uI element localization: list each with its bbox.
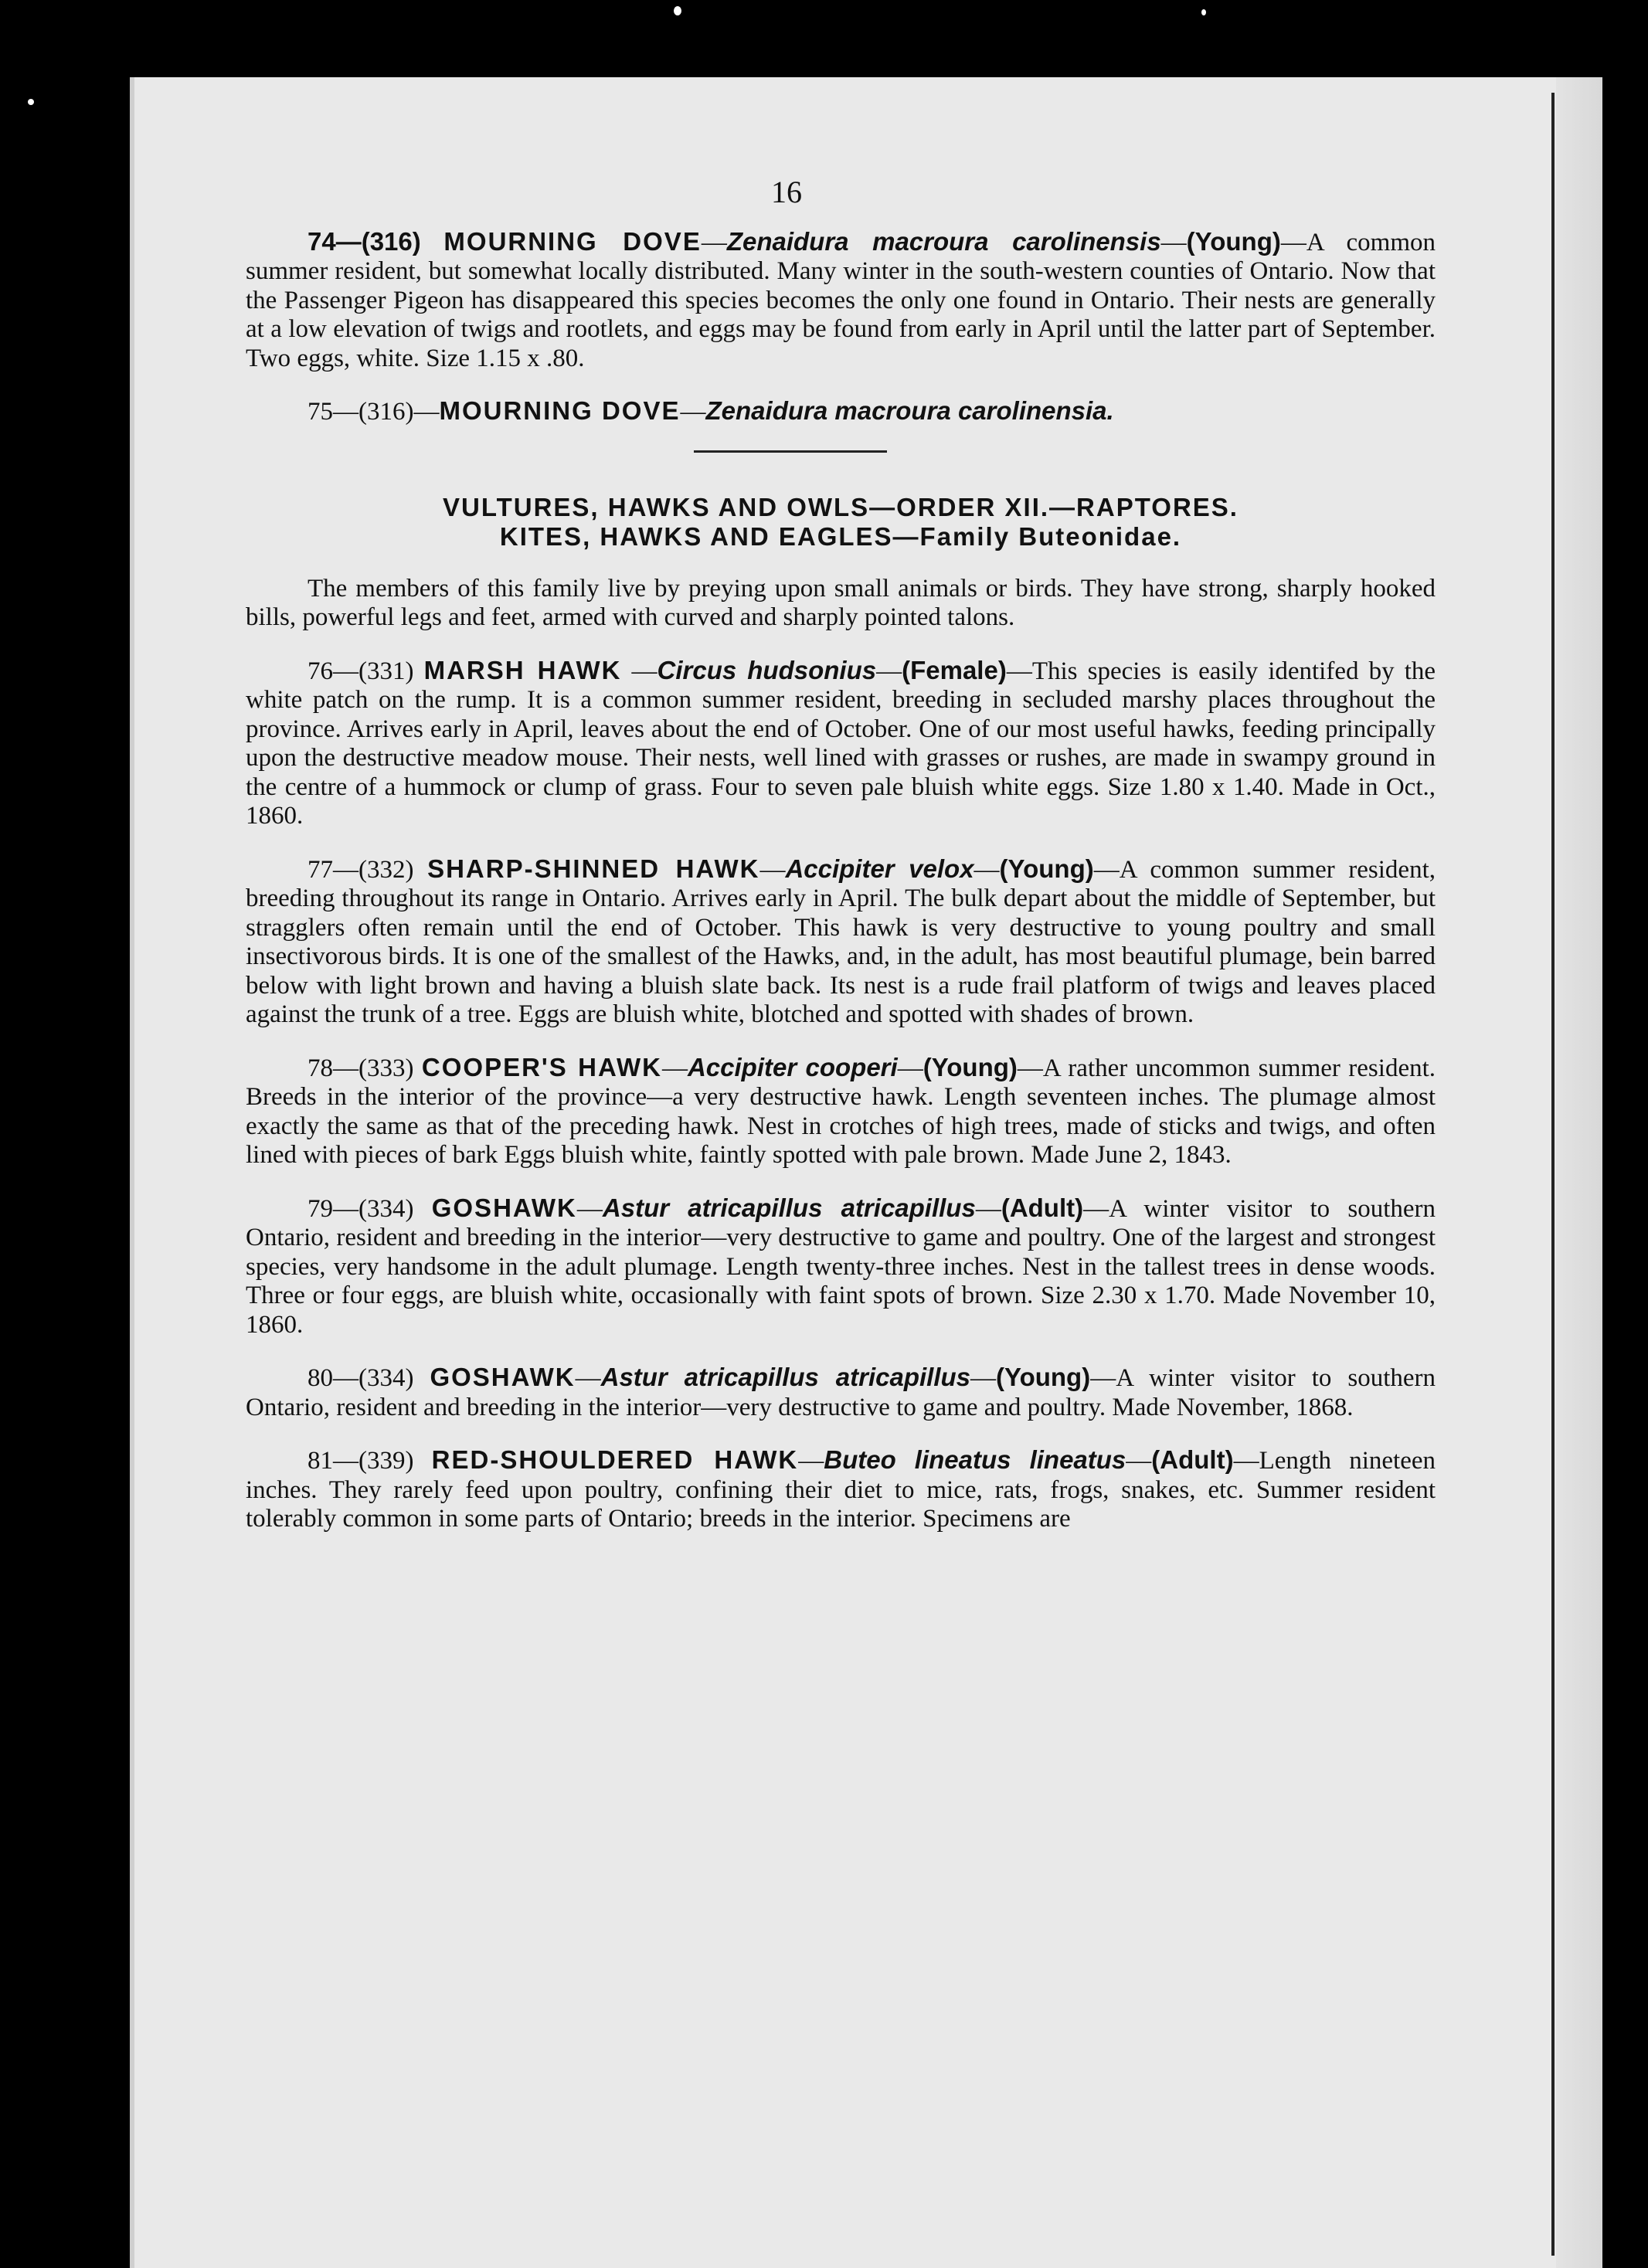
- scientific-name: Accipiter velox: [785, 854, 974, 883]
- section-heading: [246, 493, 1436, 552]
- page-number: 16: [771, 175, 802, 209]
- scientific-name: Astur atricapillus atricapillus: [602, 1193, 976, 1222]
- entry-text: —A rather uncommon summer resident. Breeds in the interior of the province—a very destructive hawk. Length seventeen inches. The plumage almost exactly the same as that of the preceding hawk. Nest in crotches of high trees, made of sticks and twigs, and often lined with pieces of bark Eggs bluish white, faintly spotted with pale brown. Made June 2, 1843.: [246, 1054, 1436, 1169]
- entry-77: 77—(332) SHARP-SHINNED HAWK—Accipiter velox—(Young)—A common summer resident, breeding throughout its range in Ontario. Arrives early in April. The bulk depart about the middle of September, but stragglers often remain until the end of October. This hawk is very destructive to young poultry and small insectivorous birds. It is one of the smallest of the Hawks, and, in the adult, has most beautiful plumage, bein barred below with light brown and having a bluish slate back. Its nest is a rude frail platform of twigs and leaves placed against the trunk of a tree. Eggs are bluish white, blotched and spotted with shades of brown.: [246, 854, 1436, 1028]
- entry-text: —A winter visitor to southern Ontario, resident and breeding in the interior—very destructive to game and poultry. One of the largest and strongest species, very handsome in the adult plumage. Length twenty-three inches. Nest in the tallest trees in dense woods. Three or four eggs, are bluish white, occasionally with faint spots of brown. Size 2.30 x 1.70. Made November 10, 1860.: [246, 1194, 1436, 1339]
- entry-74: 74—(316) MOURNING DOVE—Zenaidura macroura carolinensis—(Young)—A common summer resident, but somewhat locally distributed. Many winter in the south-western counties of Ontario. Now that the Passenger Pigeon has disappeared this species becomes the only one found in Ontario. Their nests are generally at a low elevation of twigs and rootlets, and eggs may be found from early in April until the latter part of September. Two eggs, white. Size 1.15 x .80.: [246, 226, 1436, 372]
- scientific-name: Zenaidura macroura carolinensia.: [705, 396, 1114, 425]
- species-name: MARSH HAWK: [423, 655, 622, 684]
- scientific-name: Accipiter cooperi: [687, 1052, 898, 1081]
- species-name: RED-SHOULDERED HAWK: [431, 1445, 799, 1474]
- scan-speck: [674, 6, 681, 15]
- scan-speck: [1201, 9, 1206, 15]
- family-intro: The members of this family live by preying upon small animals or birds. They have strong, sharply hooked bills, powerful legs and feet, armed with curved and sharply pointed talons.: [246, 574, 1436, 631]
- entry-number: 75—(316): [308, 398, 414, 426]
- scientific-name: Zenaidura macroura carolinensis: [726, 226, 1161, 256]
- entry-78: 78—(333) COOPER'S HAWK—Accipiter cooperi—(Young)—A rather uncommon summer resident. Breeds in the interior of the province—a very destructive hawk. Length seventeen inches. The plumage almost exactly the same as that of the preceding hawk. Nest in crotches of high trees, made of sticks and twigs, and often lined with pieces of bark Eggs bluish white, faintly spotted with pale brown. Made June 2, 1843.: [246, 1052, 1436, 1169]
- entry-81: 81—(339) RED-SHOULDERED HAWK—Buteo lineatus lineatus—(Adult)—Length nineteen inches. They rarely feed upon poultry, confining their diet to mice, rats, frogs, snakes, etc. Summer resident tolerably common in some parts of Ontario; breeds in the interior. Specimens are: [246, 1445, 1436, 1533]
- binding-shadow: [1551, 93, 1555, 2256]
- page-edge: [1556, 77, 1602, 2268]
- entry-79: 79—(334) GOSHAWK—Astur atricapillus atricapillus—(Adult)—A winter visitor to southern Ontario, resident and breeding in the interior—very destructive to game and poultry. One of the largest and strongest species, very handsome in the adult plumage. Length twenty-three inches. Nest in the tallest trees in dense woods. Three or four eggs, are bluish white, occasionally with faint spots of brown. Size 2.30 x 1.70. Made November 10, 1860.: [246, 1193, 1436, 1339]
- species-name: MOURNING DOVE: [443, 226, 702, 256]
- family-heading: KITES, HAWKS AND EAGLES—Family Buteonidae.: [499, 521, 1182, 551]
- age-sex: (Adult): [1151, 1445, 1234, 1474]
- species-name: SHARP-SHINNED HAWK: [427, 854, 760, 883]
- scan-speck: [28, 99, 34, 105]
- entry-number: 77—(332): [308, 855, 414, 884]
- section-divider: [694, 450, 887, 453]
- entry-number: 74—(316): [308, 226, 421, 256]
- entry-text: —Length nineteen inches. They rarely feed upon poultry, confining their diet to mice, rats, frogs, snakes, etc. Summer resident tolerably common in some parts of Ontario; breeds in the interior. Specimens are: [246, 1447, 1436, 1533]
- entry-number: 79—(334): [308, 1194, 414, 1223]
- age-sex: (Young): [999, 854, 1094, 883]
- age-sex: (Young): [1186, 226, 1281, 256]
- entry-text: —A winter visitor to southern Ontario, resident and breeding in the interior—very destructive to game and poultry. Made November, 1868.: [246, 1364, 1436, 1421]
- age-sex: (Adult): [1001, 1193, 1084, 1222]
- order-heading: VULTURES, HAWKS AND OWLS—ORDER XII.—RAPTORES.: [443, 492, 1239, 521]
- species-name: GOSHAWK: [430, 1363, 576, 1391]
- entry-number: 76—(331): [308, 657, 414, 685]
- age-sex: (Young): [923, 1052, 1018, 1081]
- entry-number: 78—(333): [308, 1054, 414, 1082]
- entry-76: 76—(331) MARSH HAWK —Circus hudsonius—(Female)—This species is easily identifed by the white patch on the rump. It is a common summer resident, breeding in secluded marshy places throughout the province. Arrives early in April, leaves about the end of October. One of our most useful hawks, feeding principally upon the destructive meadow mouse. Their nests, well lined with grasses or rushes, are made in swampy ground in the centre of a hummock or clump of grass. Four to seven pale bluish white eggs. Size 1.80 x 1.40. Made in Oct., 1860.: [246, 655, 1436, 830]
- age-sex: (Female): [902, 655, 1007, 684]
- age-sex: (Young): [996, 1363, 1091, 1391]
- species-name: MOURNING DOVE: [439, 396, 681, 425]
- scientific-name: Astur atricapillus atricapillus: [600, 1363, 971, 1391]
- scientific-name: Buteo lineatus lineatus: [824, 1445, 1126, 1474]
- entry-80: 80—(334) GOSHAWK—Astur atricapillus atricapillus—(Young)—A winter visitor to southern Ontario, resident and breeding in the interior—very destructive to game and poultry. Made November, 1868.: [246, 1363, 1436, 1421]
- entry-text: —A common summer resident, breeding throughout its range in Ontario. Arrives early in April. The bulk depart about the middle of September, but stragglers often remain until the end of October. This hawk is very destructive to young poultry and small insectivorous birds. It is one of the smallest of the Hawks, and, in the adult, has most beautiful plumage, bein barred below with light brown and having a bluish slate back. Its nest is a rude frail platform of twigs and leaves placed against the trunk of a tree. Eggs are bluish white, blotched and spotted with shades of brown.: [246, 855, 1436, 1028]
- page-content: [246, 175, 1436, 1557]
- entry-number: 81—(339): [308, 1447, 414, 1475]
- entry-number: 80—(334): [308, 1364, 414, 1392]
- entry-text: —A common summer resident, but somewhat locally distributed. Many winter in the south-western counties of Ontario. Now that the Passenger Pigeon has disappeared this species becomes the only one found in Ontario. Their nests are generally at a low elevation of twigs and rootlets, and eggs may be found from early in April until the latter part of September. Two eggs, white. Size 1.15 x .80.: [246, 228, 1436, 372]
- entry-75: 75—(316)—MOURNING DOVE—Zenaidura macroura carolinensia.: [308, 396, 1114, 426]
- species-name: COOPER'S HAWK: [421, 1052, 662, 1081]
- entry-text: —This species is easily identifed by the white patch on the rump. It is a common summer resident, breeding in secluded marshy places throughout the province. Arrives early in April, leaves about the end of October. One of our most useful hawks, feeding principally upon the destructive meadow mouse. Their nests, well lined with grasses or rushes, are made in swampy ground in the centre of a hummock or clump of grass. Four to seven pale bluish white eggs. Size 1.80 x 1.40. Made in Oct., 1860.: [246, 657, 1436, 830]
- scientific-name: Circus hudsonius: [657, 655, 877, 684]
- species-name: GOSHAWK: [431, 1193, 577, 1222]
